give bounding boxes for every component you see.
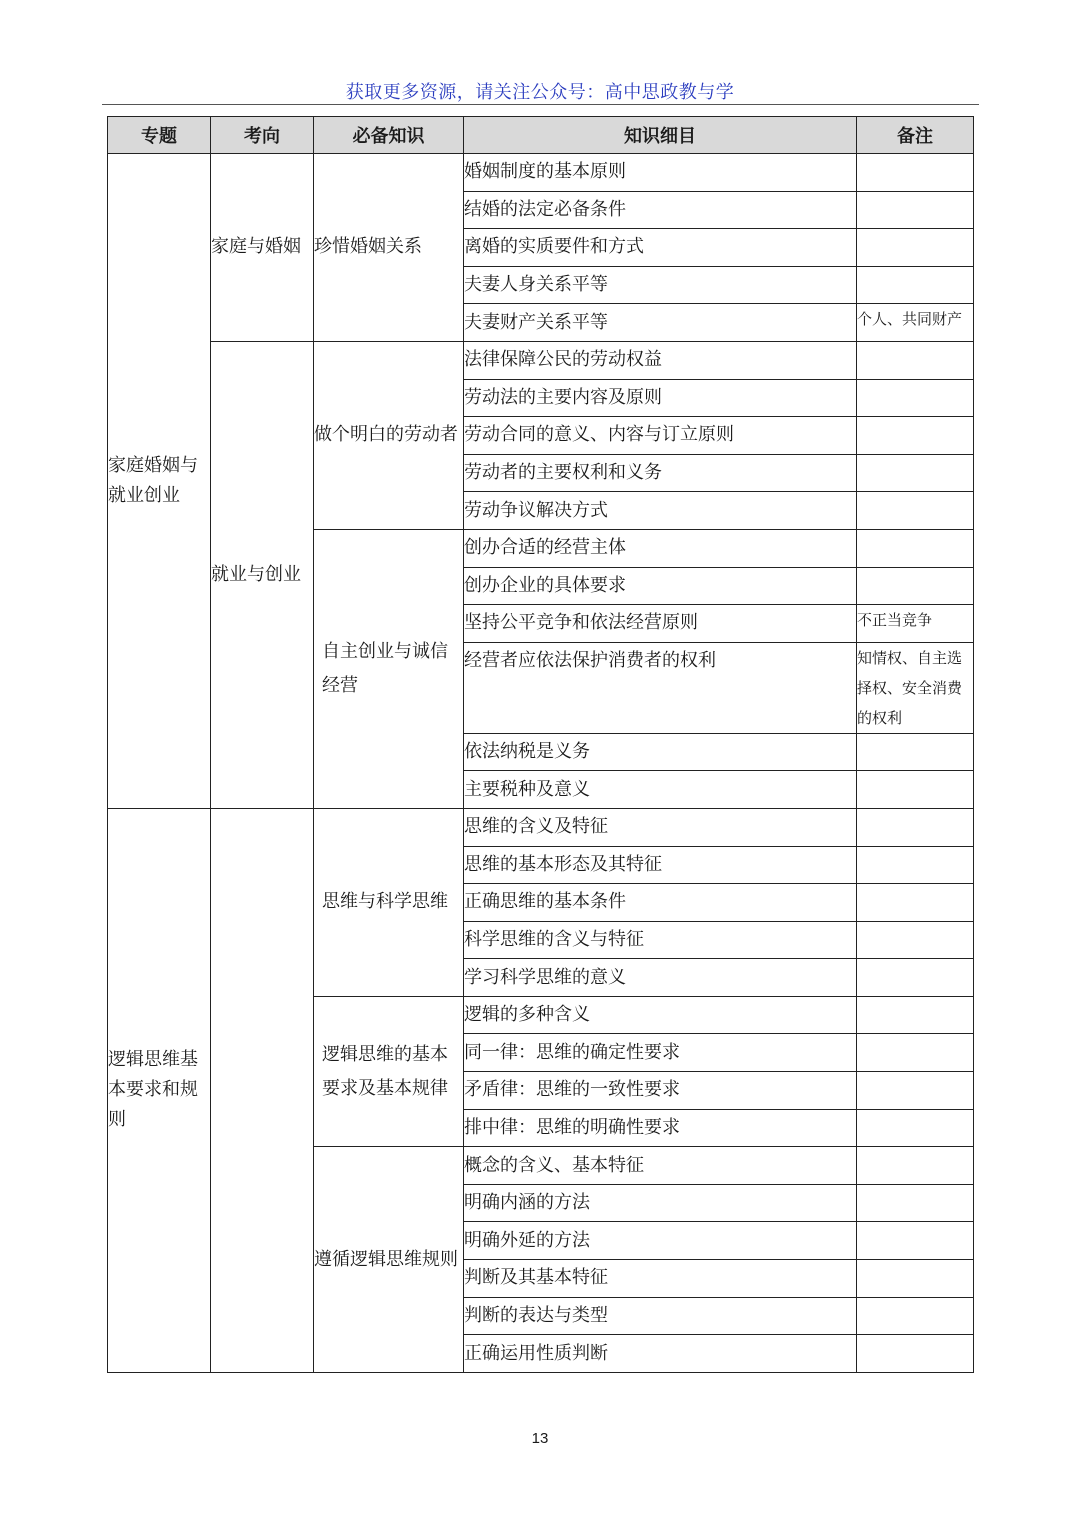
knowledge-cell: 逻辑思维的基本要求及基本规律: [314, 996, 464, 1146]
detail-cell: 经营者应依法保护消费者的权利: [464, 642, 857, 733]
note-cell: [857, 567, 974, 605]
note-cell: [857, 1184, 974, 1222]
direction-cell: [211, 808, 314, 1372]
table-header-row: [108, 117, 974, 154]
detail-cell: 依法纳税是义务: [464, 733, 857, 771]
note-cell: [857, 1034, 974, 1072]
detail-cell: 矛盾律：思维的一致性要求: [464, 1072, 857, 1110]
table-row: [108, 341, 974, 379]
knowledge-cell: 自主创业与诚信经营: [314, 529, 464, 808]
col-header-detail: 知识细目: [464, 117, 857, 154]
detail-cell: 科学思维的含义与特征: [464, 921, 857, 959]
detail-cell: 夫妻人身关系平等: [464, 266, 857, 304]
detail-cell: 正确运用性质判断: [464, 1335, 857, 1373]
detail-cell: 创办企业的具体要求: [464, 567, 857, 605]
note-cell: [857, 1072, 974, 1110]
page-number: 13: [531, 1430, 549, 1447]
knowledge-table: [107, 116, 974, 1373]
detail-cell: 思维的含义及特征: [464, 808, 857, 846]
direction-cell: 就业与创业: [211, 341, 314, 808]
detail-cell: 概念的含义、基本特征: [464, 1147, 857, 1185]
table-row: [108, 808, 974, 846]
knowledge-cell: 做个明白的劳动者: [314, 341, 464, 529]
note-cell: [857, 1335, 974, 1373]
detail-cell: 思维的基本形态及其特征: [464, 846, 857, 884]
col-header-direction: 考向: [211, 117, 314, 154]
detail-cell: 劳动争议解决方式: [464, 492, 857, 530]
note-cell: [857, 266, 974, 304]
note-cell: 个人、共同财产: [857, 304, 974, 342]
header-divider: [102, 104, 979, 105]
note-cell: [857, 884, 974, 922]
detail-cell: 明确内涵的方法: [464, 1184, 857, 1222]
note-cell: [857, 417, 974, 455]
detail-cell: 同一律：思维的确定性要求: [464, 1034, 857, 1072]
detail-cell: 夫妻财产关系平等: [464, 304, 857, 342]
knowledge-cell: 珍惜婚姻关系: [314, 154, 464, 342]
detail-cell: 劳动者的主要权利和义务: [464, 454, 857, 492]
detail-cell: 排中律：思维的明确性要求: [464, 1109, 857, 1147]
note-cell: [857, 379, 974, 417]
note-cell: [857, 808, 974, 846]
detail-cell: 婚姻制度的基本原则: [464, 154, 857, 192]
detail-cell: 学习科学思维的意义: [464, 959, 857, 997]
knowledge-cell: 思维与科学思维: [314, 808, 464, 996]
col-header-topic: 专题: [108, 117, 211, 154]
note-cell: [857, 1297, 974, 1335]
note-cell: [857, 959, 974, 997]
note-cell: [857, 846, 974, 884]
note-cell: [857, 1260, 974, 1298]
note-cell: [857, 529, 974, 567]
detail-cell: 劳动法的主要内容及原则: [464, 379, 857, 417]
note-cell: [857, 1109, 974, 1147]
detail-cell: 劳动合同的意义、内容与订立原则: [464, 417, 857, 455]
detail-cell: 判断及其基本特征: [464, 1260, 857, 1298]
note-cell: [857, 154, 974, 192]
col-header-knowledge: 必备知识: [314, 117, 464, 154]
note-cell: [857, 771, 974, 809]
detail-cell: 逻辑的多种含义: [464, 996, 857, 1034]
detail-cell: 正确思维的基本条件: [464, 884, 857, 922]
detail-cell: 主要税种及意义: [464, 771, 857, 809]
detail-cell: 创办合适的经营主体: [464, 529, 857, 567]
note-cell: [857, 229, 974, 267]
note-cell: [857, 921, 974, 959]
knowledge-cell: 遵循逻辑思维规则: [314, 1147, 464, 1373]
note-cell: [857, 1147, 974, 1185]
note-cell: 不正当竞争: [857, 605, 974, 643]
detail-cell: 坚持公平竞争和依法经营原则: [464, 605, 857, 643]
col-header-note: 备注: [857, 117, 974, 154]
detail-cell: 结婚的法定必备条件: [464, 191, 857, 229]
detail-cell: 离婚的实质要件和方式: [464, 229, 857, 267]
note-cell: [857, 492, 974, 530]
direction-cell: 家庭与婚姻: [211, 154, 314, 342]
table-row: [108, 154, 974, 192]
note-cell: [857, 733, 974, 771]
detail-cell: 判断的表达与类型: [464, 1297, 857, 1335]
topic-cell: 逻辑思维基本要求和规则: [108, 808, 211, 1372]
topic-cell: 家庭婚姻与就业创业: [108, 154, 211, 809]
note-cell: [857, 191, 974, 229]
page-header: 获取更多资源，请关注公众号：高中思政教与学: [345, 82, 735, 103]
note-cell: 知情权、自主选择权、安全消费的权利: [857, 642, 974, 733]
detail-cell: 明确外延的方法: [464, 1222, 857, 1260]
note-cell: [857, 1222, 974, 1260]
note-cell: [857, 341, 974, 379]
detail-cell: 法律保障公民的劳动权益: [464, 341, 857, 379]
note-cell: [857, 454, 974, 492]
note-cell: [857, 996, 974, 1034]
